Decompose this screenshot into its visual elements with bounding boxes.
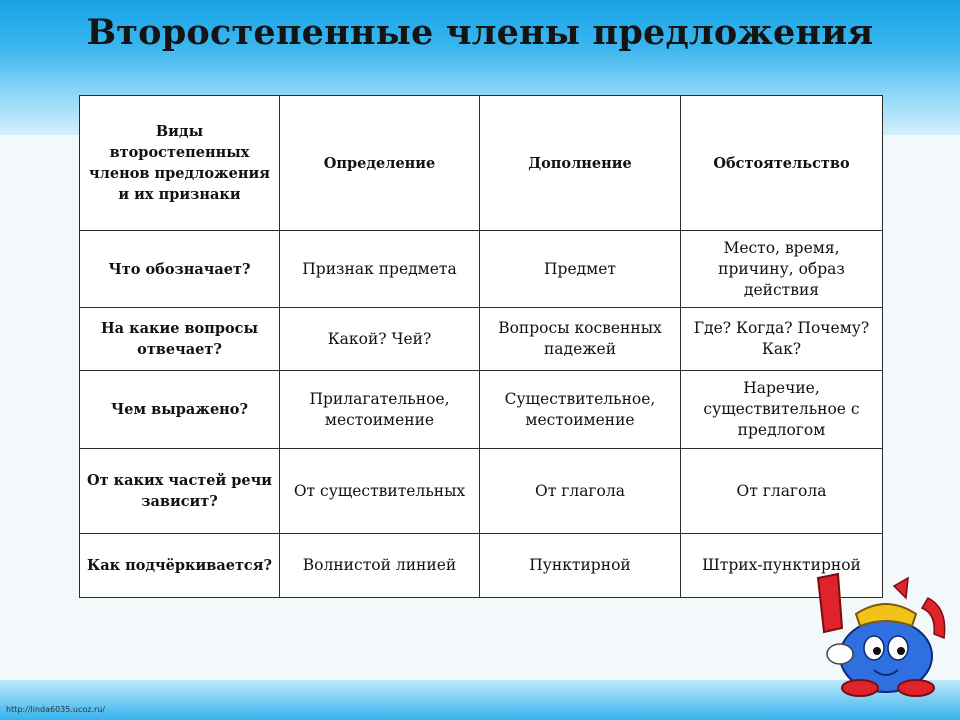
table-cell: От глагола [681,449,883,534]
table-cell: Какой? Чей? [280,308,480,371]
table-header-cell: Виды второстепенных членов предложения и их признаки [80,96,280,231]
table-row [80,534,883,598]
row-label: Чем выражено? [80,371,280,449]
table-cell: Наречие, существительное с предлогом [681,371,883,449]
table-row [80,308,883,371]
source-url: http://linda6035.ucoz.ru/ [6,705,106,714]
table-row [80,449,883,534]
table-cell: Существительное, местоимение [480,371,681,449]
table-cell: Место, время, причину, образ действия [681,231,883,308]
table-cell: Пунктирной [480,534,681,598]
row-label: От каких частей речи зависит? [80,449,280,534]
table-header-row [80,96,883,231]
table-header-cell: Обстоятельство [681,96,883,231]
table-cell: Предмет [480,231,681,308]
table-row [80,231,883,308]
row-label: Что обозначает? [80,231,280,308]
table-cell: От существительных [280,449,480,534]
table-cell: Прилагательное, местоимение [280,371,480,449]
page-title: Второстепенные члены предложения [86,12,874,53]
table-cell: Волнистой линией [280,534,480,598]
table-cell: Признак предмета [280,231,480,308]
comparison-table [79,95,883,598]
row-label: На какие вопросы отвечает? [80,308,280,371]
cartoon-pot-mascot-icon [798,568,960,698]
table-row [80,371,883,449]
table-cell: Вопросы косвенных падежей [480,308,681,371]
table-cell: От глагола [480,449,681,534]
table-header-cell: Дополнение [480,96,681,231]
table-cell: Штрих-пунктирной [681,534,883,598]
table-header-cell: Определение [280,96,480,231]
table-cell: Где? Когда? Почему? Как? [681,308,883,371]
row-label: Как подчёркивается? [80,534,280,598]
